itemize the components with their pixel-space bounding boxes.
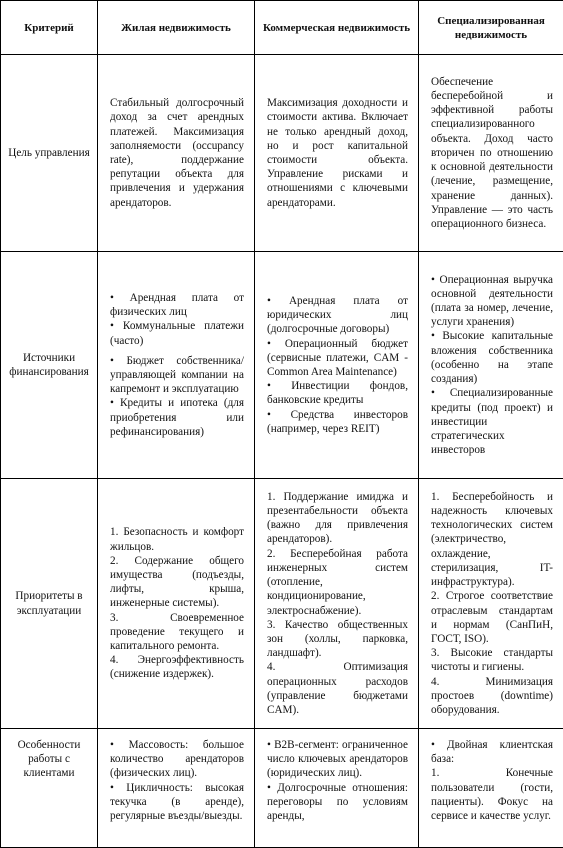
list-item: • Массовость: большое количество арендаторов (физических лиц). — [110, 738, 244, 781]
criterion-cell: Источники финансирования — [1, 252, 98, 479]
list-item: 3. Своевременное проведение текущего и капитального ремонта. — [110, 611, 244, 654]
criterion-cell: Цель управления — [1, 55, 98, 252]
list-item: • Операционный бюджет (сервисные платежи, CAM - Common Area Maintenance) — [267, 337, 408, 380]
commercial-cell — [255, 729, 419, 848]
list-item: • Высокие капитальные вложения собственника (особенно на этапе создания) — [431, 329, 553, 386]
criterion-cell: Приоритеты в эксплуатации — [1, 479, 98, 729]
list-item: 1. Безопасность и комфорт жильцов. — [110, 525, 244, 553]
list-item: 3. Качество общественных зон (холлы, парковка, ландшафт). — [267, 618, 408, 661]
list-item: 4. Минимизация простоев (downtime) оборудования. — [431, 675, 553, 718]
residential-cell — [98, 729, 255, 848]
list-item: 2. Строгое соответствие отраслевым стандартам и нормам (СанПиН, ГОСТ, ISO). — [431, 589, 553, 646]
list-item: • Инвестиции фондов, банковские кредиты — [267, 379, 408, 407]
residential-cell — [98, 479, 255, 729]
header-specialized: Специализированная недвижимость — [419, 1, 563, 55]
list-item: • Цикличность: высокая текучка (в аренде), регулярные въезды/выезды. — [110, 781, 244, 824]
list-item: • Операционная выручка основной деятельности (плата за номер, лечение, услуги хранения) — [431, 273, 553, 330]
specialized-cell — [419, 479, 563, 729]
list-item: • Кредиты и ипотека (для приобретения или рефинансирования) — [110, 396, 244, 439]
list-item: • Арендная плата от физических лиц — [110, 291, 244, 319]
specialized-cell: Обеспечение бесперебойной и эффективной работы специализированного объекта. Доход часто вторичен по отношению к основной деятельности (лечение, размещение, хранение данных). Управление — это часть операционного бизнеса. — [419, 55, 563, 252]
header-criterion: Критерий — [1, 1, 98, 55]
commercial-cell: Максимизация доходности и стоимости актива. Включает не только арендный доход, но и рост капитальной стоимости объекта. Управление рисками и отношениями с ключевыми арендаторами. — [255, 55, 419, 252]
commercial-cell — [255, 479, 419, 729]
list-item: • Коммунальные платежи (часто) — [110, 319, 244, 347]
list-item: 4. Оптимизация операционных расходов (управление бюджетами CAM). — [267, 660, 408, 717]
table-row — [1, 55, 563, 252]
header-row — [1, 1, 563, 55]
list-item: 4. Энергоэффективность (снижение издержек). — [110, 653, 244, 681]
list-item: 2. Бесперебойная работа инженерных систем (отопление, кондиционирование, электроснабжение). — [267, 547, 408, 618]
specialized-cell — [419, 252, 563, 479]
list-item: • Средства инвесторов (например, через REIT) — [267, 408, 408, 436]
list-item: 2. Содержание общего имущества (подъезды, лифты, крыша, инженерные системы). — [110, 554, 244, 611]
residential-cell — [98, 252, 255, 479]
list-item: 3. Высокие стандарты чистоты и гигиены. — [431, 646, 553, 674]
table-row — [1, 479, 563, 729]
criterion-cell: Особенности работы с клиентами — [1, 729, 98, 848]
table-row — [1, 729, 563, 848]
specialized-cell — [419, 729, 563, 848]
list-item: • Бюджет собственника/управляющей компании на капремонт и эксплуатацию — [110, 354, 244, 397]
table-row — [1, 252, 563, 479]
list-item: 1. Бесперебойность и надежность ключевых технологических систем (электричество, охлаждение, стерилизация, IT-инфраструктура). — [431, 490, 553, 589]
list-item: 1. Конечные пользователи (гости, пациенты). Фокус на сервисе и качестве услуг. — [431, 766, 553, 823]
list-item: • B2B-сегмент: ограниченное число ключевых арендаторов (юридических лиц). — [267, 738, 408, 781]
list-item: • Специализированные кредиты (под проект) и инвестиции стратегических инвесторов — [431, 386, 553, 457]
list-item: • Двойная клиентская база: — [431, 738, 553, 766]
header-commercial: Коммерческая недвижимость — [255, 1, 419, 55]
list-item: • Долгосрочные отношения: переговоры по условиям аренды, — [267, 781, 408, 824]
list-item: 1. Поддержание имиджа и презентабельности объекта (важно для привлечения арендаторов). — [267, 490, 408, 547]
list-item: • Арендная плата от юридических лиц (долгосрочные договоры) — [267, 294, 408, 337]
commercial-cell — [255, 252, 419, 479]
header-residential: Жилая недвижимость — [98, 1, 255, 55]
residential-cell: Стабильный долгосрочный доход за счет арендных платежей. Максимизация заполняемости (occupancy rate), поддержание репутации объекта для привлечения и удержания арендаторов. — [98, 55, 255, 252]
